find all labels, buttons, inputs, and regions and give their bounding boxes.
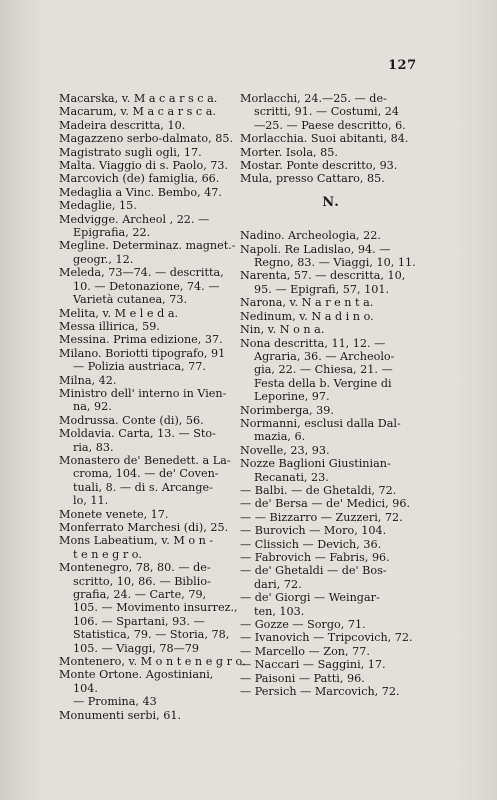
index-entry-line: Mostar. Ponte descritto, 93. bbox=[240, 159, 398, 173]
index-entry-line: scritti, 91. — Costumi, 24 bbox=[254, 105, 399, 119]
index-entry-line: Monumenti serbi, 61. bbox=[59, 708, 182, 722]
index-entry-line: Nedinum, v. N a d i n o. bbox=[240, 309, 374, 323]
index-entry-line: — de' Giorgi — Weingar- bbox=[240, 591, 380, 605]
index-entry-line: Melita, v. M e l e d a. bbox=[59, 306, 179, 320]
index-entry-line: Montenero, v. M o n t e n e g r o. bbox=[59, 655, 246, 669]
index-entry-line: Nona descritta, 11, 12. — bbox=[240, 336, 386, 350]
index-entry-line: — Paisoni — Patti, 96. bbox=[240, 671, 365, 685]
index-entry-line: Epigrafia, 22. bbox=[73, 226, 151, 240]
index-entry-line: Marcovich (de) famiglia, 66. bbox=[59, 172, 220, 186]
index-entry-line: Medaglie, 15. bbox=[59, 199, 137, 213]
index-entry-line: — Clissich — Devich, 36. bbox=[240, 537, 382, 551]
page-number: 127 bbox=[388, 58, 417, 73]
index-entry-line: Novelle, 23, 93. bbox=[240, 443, 330, 457]
index-entry-line: Leporine, 97. bbox=[254, 390, 330, 404]
index-entry-line: geogr., 12. bbox=[73, 252, 134, 266]
index-entry-line: — Gozze — Sorgo, 71. bbox=[240, 618, 366, 632]
index-entry-line: Morlacchi, 24.—25. — de- bbox=[240, 92, 387, 105]
index-entry-line: Festa della b. Vergine di bbox=[254, 376, 392, 390]
index-entry-line: scritto, 10, 86. — Biblio- bbox=[73, 574, 211, 588]
index-entry-line: grafia, 24. — Carte, 79, bbox=[73, 588, 207, 602]
index-entry-line: na, 92. bbox=[73, 400, 112, 414]
index-entry-line: Monete venete, 17. bbox=[59, 507, 169, 521]
index-entry-line: lo, 11. bbox=[73, 494, 109, 508]
index-entry-line: — Balbi. — de Ghetaldi, 72. bbox=[240, 483, 397, 497]
index-entry-line: — de' Bersa — de' Medici, 96. bbox=[240, 497, 411, 511]
index-entry-line: —25. — Paese descritto, 6. bbox=[254, 118, 406, 132]
index-entry-line: 95. — Epigrafi, 57, 101. bbox=[254, 282, 390, 296]
index-entry-line: Macarum, v. M a c a r s c a. bbox=[59, 105, 216, 119]
index-entry-line: Morter. Isola, 85. bbox=[240, 145, 338, 159]
index-entry-line: 106. — Spartani, 93. — bbox=[73, 614, 205, 628]
index-entry-line: t e n e g r o. bbox=[73, 547, 142, 561]
index-entry-line: Medvigge. Archeol , 22. — bbox=[59, 212, 210, 226]
index-section-n bbox=[240, 229, 422, 698]
index-entry-line: Messa illirica, 59. bbox=[59, 319, 160, 333]
index-entry-line: Moldavia. Carta, 13. — Sto- bbox=[59, 427, 216, 441]
index-entry-line: Narona, v. N a r e n t a. bbox=[240, 296, 374, 310]
index-entry-line: Madeira descritta, 10. bbox=[59, 118, 186, 132]
index-entry-line: — Burovich — Moro, 104. bbox=[240, 524, 387, 538]
index-entry-line: Macarska, v. M a c a r s c a. bbox=[59, 92, 218, 105]
index-entry-line: 104. bbox=[73, 681, 98, 695]
index-entry-line: ria, 83. bbox=[73, 440, 114, 454]
index-entry-line: Monferrato Marchesi (di), 25. bbox=[59, 521, 229, 534]
index-entry-line: Normanni, esclusi dalla Dal- bbox=[240, 416, 401, 430]
index-section-m bbox=[240, 92, 422, 186]
index-entry-line: Agraria, 36. — Archeolo- bbox=[254, 349, 395, 363]
index-entry-line: Morlacchia. Suoi abitanti, 84. bbox=[240, 132, 409, 146]
index-entry-line: tuali, 8. — di s. Arcange- bbox=[73, 480, 213, 494]
index-entry-line: ten, 103. bbox=[254, 604, 305, 618]
index-entry-line: Recanati, 23. bbox=[254, 470, 329, 484]
index-entry-line: Megline. Determinaz. magnet.- bbox=[59, 239, 236, 253]
index-entry-line: Regno, 83. — Viaggi, 10, 11. bbox=[254, 256, 416, 270]
index-entry-line: — Marcello — Zon, 77. bbox=[240, 644, 370, 658]
index-entry-line: Messina. Prima edizione, 37. bbox=[59, 333, 223, 347]
index-entry-line: Norimberga, 39. bbox=[240, 403, 334, 417]
index-entry-line: mazia, 6. bbox=[254, 430, 306, 444]
index-entry-line: — de' Ghetaldi — de' Bos- bbox=[240, 564, 387, 578]
index-entry-line: Malta. Viaggio di s. Paolo, 73. bbox=[59, 159, 229, 173]
index-entry-line: Mula, presso Cattaro, 85. bbox=[240, 172, 385, 186]
index-entry-line: Mons Labeatium, v. M o n - bbox=[59, 534, 214, 548]
index-entry-line: — Ivanovich — Tripcovich, 72. bbox=[240, 631, 413, 645]
index-entry-line: Modrussa. Conte (di), 56. bbox=[59, 413, 204, 427]
index-entry-line: Nozze Baglioni Giustinian- bbox=[240, 457, 391, 471]
index-entry-line: Montenegro, 78, 80. — de- bbox=[59, 561, 211, 575]
index-entry-line: Statistica, 79. — Storia, 78, bbox=[73, 628, 230, 642]
index-entry-line: Meleda, 73—74. — descritta, bbox=[59, 266, 224, 280]
section-heading-n: N. bbox=[322, 194, 340, 210]
index-entry-line: Milano. Boriotti tipografo, 91 bbox=[59, 346, 226, 360]
index-entry-line: Ministro dell' interno in Vien- bbox=[59, 386, 227, 400]
index-entry-line: gia, 22. — Chiesa, 21. — bbox=[254, 363, 393, 377]
index-entry-line: — Promina, 43 bbox=[73, 695, 157, 709]
index-column-right bbox=[240, 92, 422, 698]
index-entry-line: — Naccari — Saggini, 17. bbox=[240, 658, 386, 672]
index-entry-line: Nin, v. N o n a. bbox=[240, 323, 325, 337]
index-entry-line: Milna, 42. bbox=[59, 373, 117, 387]
index-entry-line: Magazzeno serbo-dalmato, 85. bbox=[59, 132, 234, 146]
index-entry-line: dari, 72. bbox=[254, 577, 302, 591]
index-entry-line: 105. — Movimento insurrez., bbox=[73, 601, 238, 615]
index-column-left bbox=[59, 92, 246, 722]
index-entry-line: Medaglia a Vinc. Bembo, 47. bbox=[59, 185, 222, 199]
index-entry-line: Monastero de' Benedett. a La- bbox=[59, 453, 231, 467]
index-entry-line: Napoli. Re Ladislao, 94. — bbox=[240, 242, 391, 256]
index-entry-line: Varietà cutanea, 73. bbox=[73, 293, 188, 307]
index-entry-line: — Fabrovich — Fabris, 96. bbox=[240, 551, 390, 564]
index-entry-line: Narenta, 57. — descritta, 10, bbox=[240, 269, 406, 283]
index-entry-line: Nadino. Archeologia, 22. bbox=[240, 229, 381, 243]
index-entry-line: — Persich — Marcovich, 72. bbox=[240, 685, 400, 699]
index-entry-line: 10. — Detonazione, 74. — bbox=[73, 279, 220, 293]
index-entry-line: — Polizia austriaca, 77. bbox=[73, 360, 206, 374]
index-entry-line: Monte Ortone. Agostiniani, bbox=[59, 668, 214, 682]
index-entry-line: — — Bizzarro — Zuzzeri, 72. bbox=[240, 510, 403, 524]
index-entry-line: Magistrato sugli ogli, 17. bbox=[59, 145, 202, 159]
index-entry-line: 105. — Viaggi, 78—79 bbox=[73, 641, 200, 655]
index-entry-line: croma, 104. — de' Coven- bbox=[73, 467, 219, 481]
